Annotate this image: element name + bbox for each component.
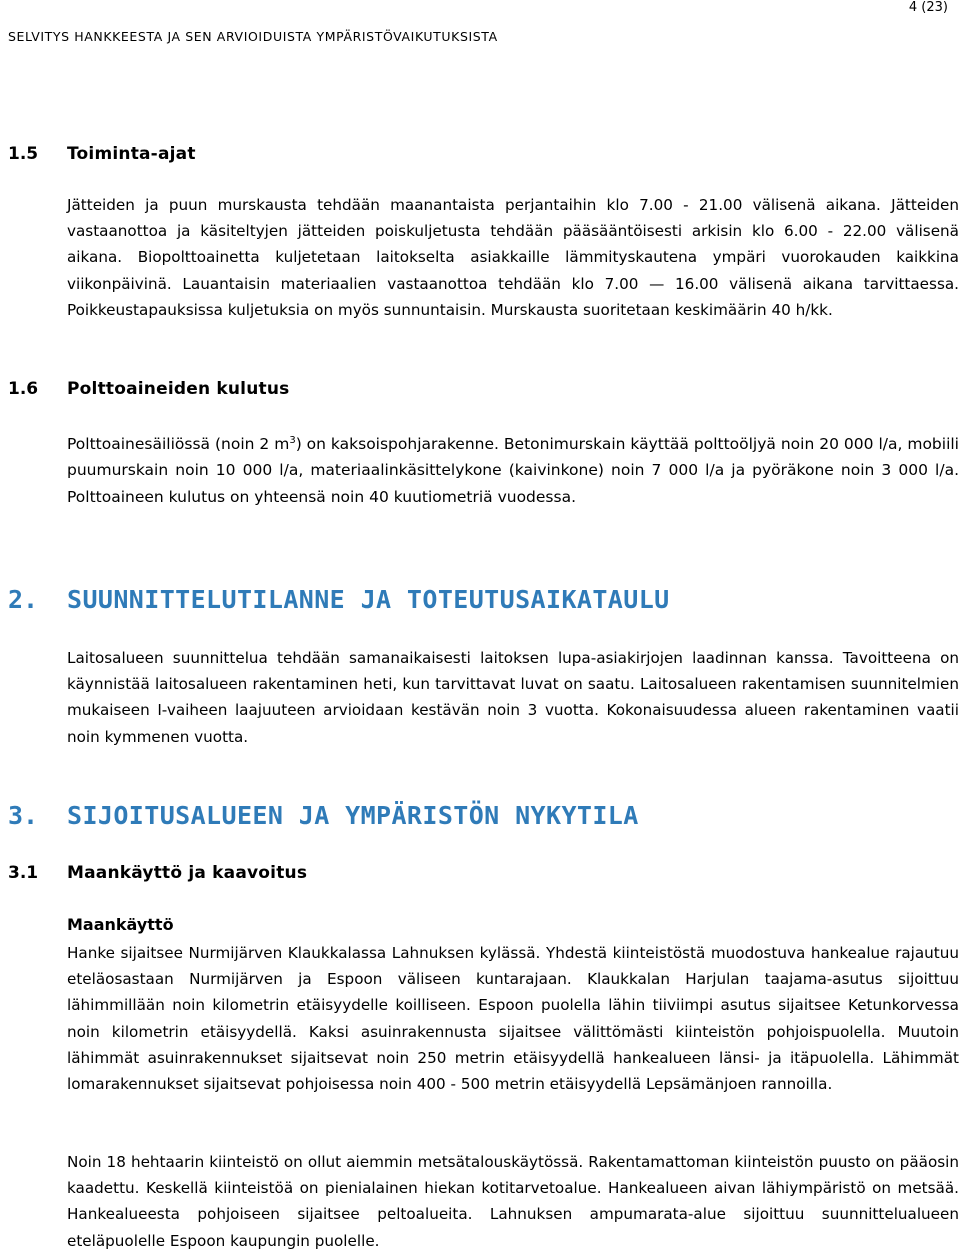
section-number: 3.1 — [8, 863, 39, 883]
paragraph-text: ) on kaksoispohjarakenne. Betonimurskain käyttää polttoöljyä noin 20 000 l/a, mobiili puumurskain noin 10 000 l/a, materiaalinkäsittelykone (kaivinkone) noin 7 000 l/a ja pyöräkone noin 3 000 l/a. Polttoaineen kulutus on yhteensä noin 40 kuutiometriä vuodessa. — [67, 435, 959, 506]
superscript: 3 — [289, 435, 296, 446]
paragraph-maankaytto-2: Noin 18 hehtaarin kiinteistö on ollut aiemmin metsätalouskäytössä. Rakentamattoman kiinteistön puusto on pääosin kaadettu. Keskellä kiinteistöä on pienialainen hiekan kotitarvetoalue. Hankealueen aivan lähiympäristö on metsää. Hankealueesta pohjoiseen sijaitsee peltoalueita. Lahnuksen ampumarata-alue sijoittuu suunnittelualueen eteläpuolelle Espoon kaupungin puolelle. — [67, 1153, 959, 1250]
section-number: 1.5 — [8, 144, 39, 164]
section-number: 2. — [8, 585, 39, 614]
section-title: SIJOITUSALUEEN JA YMPÄRISTÖN NYKYTILA — [67, 801, 639, 830]
paragraph-suunnittelutilanne: Laitosalueen suunnittelua tehdään samanaikaisesti laitoksen lupa-asiakirjojen laadinnan kanssa. Tavoitteena on käynnistää laitosalueen rakentaminen heti, kun tarvittavat luvat on saatu. Laitosalueen rakentamisen suunnitelmien mukaiseen I-vaiheen laajuuteen arvioidaan kestävän noin 3 vuotta. Kokonaisuudessa alueen rakentaminen vaatii noin kymmenen vuotta. — [67, 649, 959, 746]
section-title: Toiminta-ajat — [67, 144, 196, 164]
running-header: SELVITYS HANKKEESTA JA SEN ARVIOIDUISTA YMPÄRISTÖVAIKUTUKSISTA — [8, 29, 498, 44]
page-number: 4 (23) — [908, 0, 948, 15]
section-number: 1.6 — [8, 379, 39, 399]
paragraph-polttoaineiden-kulutus — [67, 428, 959, 510]
paragraph-maankaytto-1: Hanke sijaitsee Nurmijärven Klaukkalassa Lahnuksen kylässä. Yhdestä kiinteistöstä muodostuva hankealue rajautuu eteläosastaan Nurmijärven ja Espoon väliseen kuntarajaan. Klaukkalan Harjulan taajama-asutus sijoittuu lähimmillään noin kilometrin etäisyydelle koilliseen. Espoon puolella lähin tiiviimpi asutus sijaitsee Ketunkorvessa noin kilometrin etäisyydellä. Kaksi asuinrakennusta sijaitsee välittömästi kiinteistön pohjoispuolella. Muutoin lähimmät asuinrakennukset sijaitsevat noin 250 metrin etäisyydellä hankealueen länsi- ja itäpuolella. Lähimmät lomarakennukset sijaitsevat pohjoisessa noin 400 - 500 metrin etäisyydellä Lepsämänjoen rannoilla. — [67, 944, 959, 1094]
section-title: SUUNNITTELUTILANNE JA TOTEUTUSAIKATAULU — [67, 585, 670, 614]
section-number: 3. — [8, 801, 39, 830]
section-title: Polttoaineiden kulutus — [67, 379, 290, 399]
paragraph-toiminta-ajat: Jätteiden ja puun murskausta tehdään maanantaista perjantaihin klo 7.00 - 21.00 välisenä aikana. Jätteiden vastaanottoa ja käsiteltyjen jätteiden poiskuljetusta tehdään pääsääntöisesti arkisin klo 6.00 - 22.00 välisenä aikana. Biopolttoainetta kuljetetaan laitokselta asiakkaille lämmityskautena ympäri vuorokauden kaikkina viikonpäivinä. Lauantaisin materiaalien vastaanottoa tehdään klo 7.00 — 16.00 välisenä aikana tarvittaessa. Poikkeustapauksissa kuljetuksia on myös sunnuntaisin. Murskausta suoritetaan keskimäärin 40 h/kk. — [67, 196, 959, 319]
section-title: Maankäyttö ja kaavoitus — [67, 863, 308, 883]
paragraph-text: Polttoainesäiliössä (noin 2 m — [67, 435, 290, 454]
subheading-maankaytto: Maankäyttö — [67, 915, 174, 934]
